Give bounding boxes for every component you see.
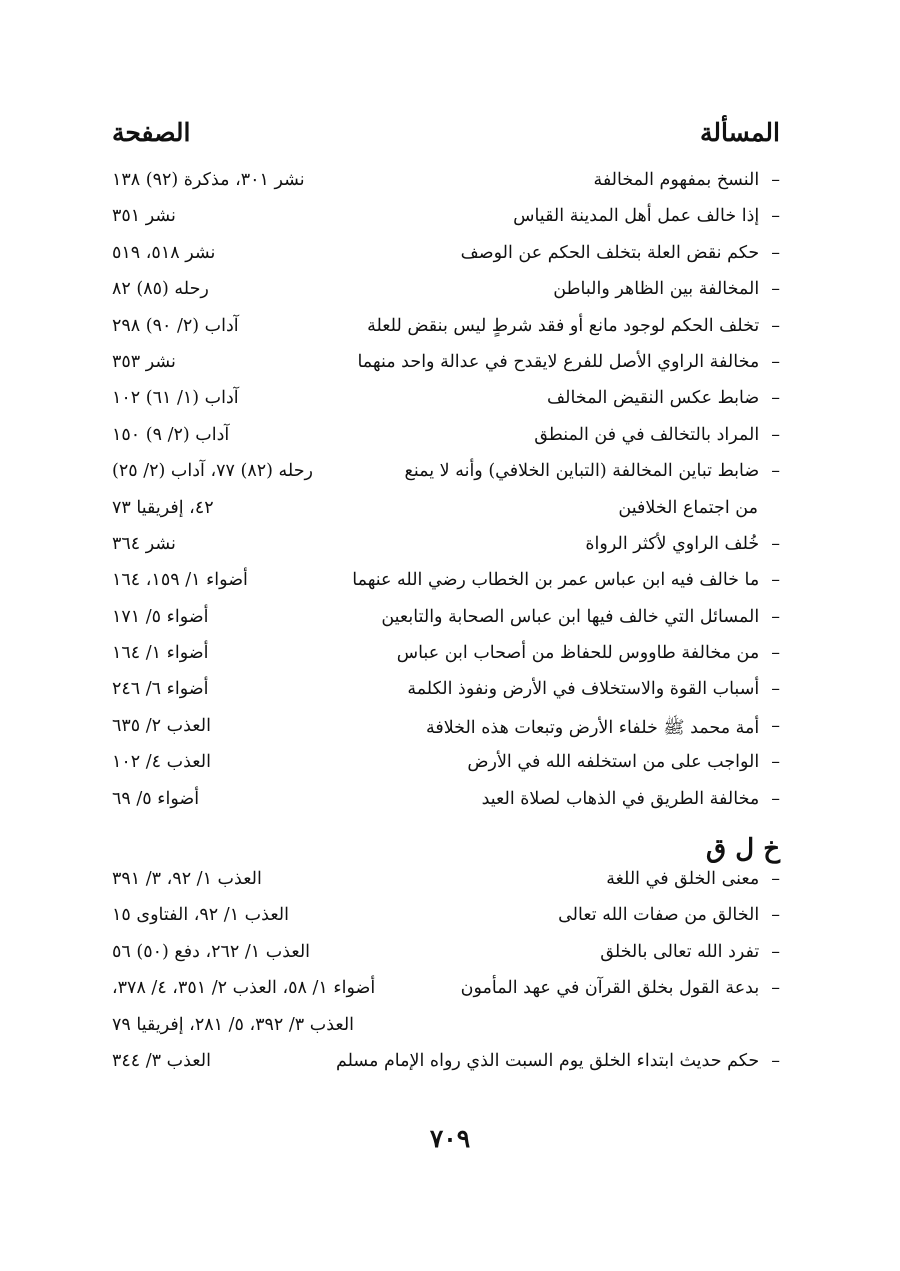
column-header — [112, 118, 780, 170]
entry-text: المراد بالتخالف في فن المنطق — [534, 424, 760, 445]
index-entry — [112, 425, 780, 461]
entry-text: حكم نقض العلة بتخلف الحكم عن الوصف — [460, 242, 760, 263]
entries-block-2 — [112, 869, 780, 1087]
entry-dash: – — [771, 941, 780, 962]
entry-reference: العذب ٤/ ١٠٢ — [112, 752, 211, 773]
entry-text: الخالق من صفات الله تعالى — [558, 905, 760, 926]
entry-dash: – — [771, 533, 780, 554]
entry-text: مخالفة الطريق في الذهاب لصلاة العيد — [481, 788, 760, 809]
index-entry — [112, 679, 780, 715]
entry-dash: – — [771, 978, 780, 999]
index-entry — [112, 752, 780, 788]
entry-dash: – — [771, 170, 780, 190]
entry-reference: أضواء ٦/ ٢٤٦ — [112, 679, 209, 700]
entry-dash: – — [771, 279, 780, 300]
entry-dash: – — [771, 315, 780, 336]
index-entry-continuation — [112, 498, 780, 534]
index-entry — [112, 716, 780, 752]
entry-reference: نشر ٣٥١ — [112, 206, 176, 227]
entry-text: المسائل التي خالف فيها ابن عباس الصحابة والتابعين — [381, 606, 760, 627]
topic-column-title: المسألة — [700, 118, 780, 147]
entry-text: إذا خالف عمل أهل المدينة القياس — [513, 206, 760, 227]
entry-text: خُلف الراوي لأكثر الرواة — [585, 533, 760, 554]
entry-dash: – — [771, 752, 780, 773]
entry-text: حكم حديث ابتداء الخلق يوم السبت الذي رواه الإمام مسلم — [335, 1050, 760, 1071]
index-entry — [112, 905, 780, 941]
entry-text: ضابط عكس النقيض المخالف — [547, 388, 760, 409]
entry-reference: رحله (٨٢) ٧٧، آداب (٢/ ٢٥) — [112, 461, 313, 482]
entry-reference: أضواء ٥/ ٦٩ — [112, 788, 200, 809]
index-entry-continuation — [112, 1015, 780, 1051]
index-entry — [112, 461, 780, 497]
index-entry — [112, 534, 780, 570]
entry-dash: – — [771, 788, 780, 809]
entry-reference: آداب (٢/ ٩) ١٥٠ — [112, 424, 230, 445]
entry-text: من اجتماع الخلافين — [618, 497, 758, 518]
index-entry — [112, 206, 780, 242]
index-entry — [112, 388, 780, 424]
entry-text: أمة محمد ﷺ خلفاء الأرض وتبعات هذه الخلافة — [425, 717, 760, 738]
entry-reference: العذب ١/ ٩٢، الفتاوى ١٥ — [112, 905, 289, 926]
entry-dash: – — [771, 570, 780, 591]
entry-reference: آداب (١/ ٦١) ١٠٢ — [112, 388, 239, 409]
entry-reference: رحله (٨٥) ٨٢ — [112, 279, 209, 300]
entry-dash: – — [771, 679, 780, 700]
entry-reference: أضواء ١/ ١٦٤ — [112, 643, 209, 664]
entries-block-1 — [112, 170, 780, 825]
entry-text: معنى الخلق في اللغة — [606, 869, 760, 890]
index-entry — [112, 789, 780, 825]
index-entry — [112, 643, 780, 679]
entry-dash: – — [771, 206, 780, 227]
entry-dash: – — [771, 388, 780, 409]
entry-dash: – — [771, 351, 780, 372]
index-page — [112, 118, 780, 1087]
page-column-title: الصفحة — [112, 118, 191, 147]
index-entry — [112, 607, 780, 643]
entry-text: النسخ بمفهوم المخالفة — [593, 170, 760, 190]
page-number: ٧٠٩ — [429, 1124, 471, 1153]
entry-reference: العذب ١/ ٢٦٢، دفع (٥٠) ٥٦ — [112, 941, 311, 962]
entry-reference: أضواء ١/ ٥٨، العذب ٢/ ٣٥١، ٤/ ٣٧٨، — [112, 978, 376, 999]
entry-dash: – — [771, 715, 780, 736]
entry-text: بدعة القول بخلق القرآن في عهد المأمون — [460, 978, 760, 999]
entry-dash: – — [771, 606, 780, 627]
entry-text: من مخالفة طاووس للحفاظ من أصحاب ابن عباس — [396, 643, 760, 664]
entry-text: تفرد الله تعالى بالخلق — [600, 941, 760, 962]
index-entry — [112, 1051, 780, 1087]
index-entry — [112, 316, 780, 352]
entry-text: المخالفة بين الظاهر والباطن — [553, 279, 760, 300]
index-entry — [112, 279, 780, 315]
entry-reference: نشر ٣٥٣ — [112, 351, 176, 372]
entry-reference: آداب (٢/ ٩٠) ٢٩٨ — [112, 315, 239, 336]
entry-text: أسباب القوة والاستخلاف في الأرض ونفوذ الكلمة — [407, 679, 760, 700]
entry-dash: – — [771, 424, 780, 445]
index-entry — [112, 978, 780, 1014]
index-entry — [112, 942, 780, 978]
entry-reference: نشر ٥١٨، ٥١٩ — [112, 242, 216, 263]
index-entry — [112, 243, 780, 279]
entry-text: ما خالف فيه ابن عباس عمر بن الخطاب رضي الله عنهما — [352, 570, 760, 591]
entry-reference: أضواء ١/ ١٥٩، ١٦٤ — [112, 570, 248, 591]
entry-dash: – — [771, 643, 780, 664]
entry-text: مخالفة الراوي الأصل للفرع لايقدح في عدالة واحد منهما — [357, 351, 760, 372]
entry-reference: العذب ٣/ ٣٤٤ — [112, 1050, 211, 1071]
entry-dash: – — [771, 869, 780, 890]
entry-reference: العذب ١/ ٩٢، ٣/ ٣٩١ — [112, 869, 262, 890]
entry-text: ضابط تباين المخالفة (التباين الخلافي) وأنه لا يمنع — [404, 461, 760, 482]
entry-dash: – — [771, 461, 780, 482]
entry-text: الواجب على من استخلفه الله في الأرض — [467, 752, 760, 773]
entry-reference: العذب ٢/ ٦٣٥ — [112, 715, 211, 736]
index-entry — [112, 352, 780, 388]
index-entry — [112, 869, 780, 905]
index-entry — [112, 570, 780, 606]
index-entry — [112, 170, 780, 206]
entry-reference: نشر ٣٦٤ — [112, 533, 176, 554]
entry-reference: نشر ٣٠١، مذكرة (٩٢) ١٣٨ — [112, 170, 305, 190]
entry-dash: – — [771, 905, 780, 926]
entry-reference: العذب ٣/ ٣٩٢، ٥/ ٢٨١، إفريقيا ٧٩ — [112, 1014, 355, 1035]
entry-text: تخلف الحكم لوجود مانع أو فقد شرطٍ ليس بنقض للعلة — [367, 315, 760, 336]
section-heading: خ ل ق — [706, 834, 780, 865]
entry-reference: ٤٢، إفريقيا ٧٣ — [112, 497, 214, 518]
entry-reference: أضواء ٥/ ١٧١ — [112, 606, 209, 627]
entry-dash: – — [771, 1050, 780, 1071]
entry-dash: – — [771, 242, 780, 263]
